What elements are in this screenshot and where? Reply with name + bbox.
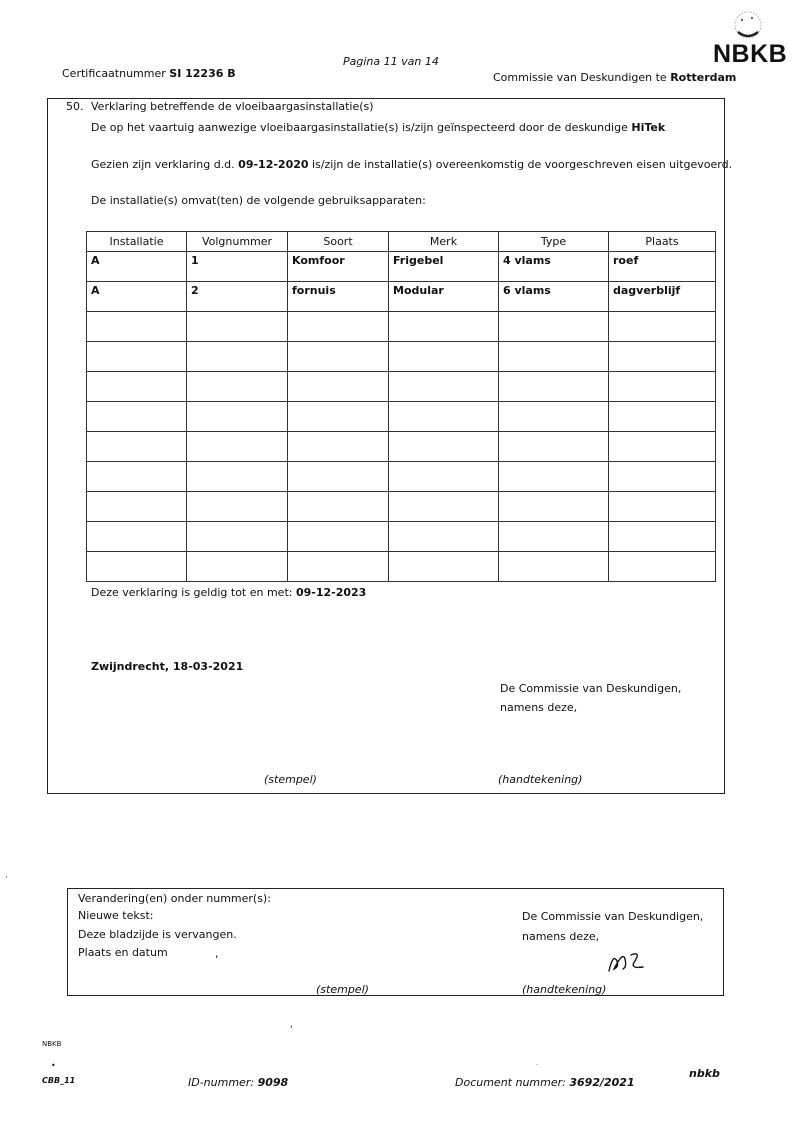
cell-empty	[288, 462, 389, 492]
table-row-empty	[87, 342, 716, 372]
cell-empty	[187, 342, 288, 372]
header-volgnummer: Volgnummer	[187, 232, 288, 252]
cell-empty	[87, 402, 187, 432]
cell-empty	[609, 372, 716, 402]
header-merk: Merk	[389, 232, 499, 252]
cell-empty	[187, 432, 288, 462]
cell-plaats: dagverblijf	[609, 282, 716, 312]
cell-soort: Komfoor	[288, 252, 389, 282]
cell-empty	[87, 552, 187, 582]
cell-empty	[609, 462, 716, 492]
table-row-empty	[87, 432, 716, 462]
cell-empty	[389, 522, 499, 552]
cell-empty	[87, 432, 187, 462]
cell-empty	[87, 492, 187, 522]
cell-empty	[288, 372, 389, 402]
cell-empty	[187, 522, 288, 552]
cell-empty	[609, 492, 716, 522]
cell-empty	[389, 402, 499, 432]
table-row-empty	[87, 462, 716, 492]
cell-empty	[389, 372, 499, 402]
changes-on-behalf-label: namens deze,	[522, 930, 600, 943]
cell-empty	[499, 462, 609, 492]
cell-empty	[609, 342, 716, 372]
cell-empty	[87, 372, 187, 402]
cell-empty	[389, 552, 499, 582]
cell-empty	[609, 432, 716, 462]
cell-empty	[499, 432, 609, 462]
cell-empty	[499, 372, 609, 402]
cell-empty	[288, 432, 389, 462]
cell-volgnummer: 2	[187, 282, 288, 312]
certificate-number: Certificaatnummer SI 12236 B	[62, 67, 236, 80]
footer-nbkb-small: NBKB	[42, 1040, 62, 1048]
cell-empty	[288, 522, 389, 552]
footer-id-value: 9098	[257, 1076, 289, 1089]
appliances-table	[86, 231, 716, 582]
place-and-date: Zwijndrecht, 18-03-2021	[91, 660, 244, 673]
commission-signoff: De Commissie van Deskundigen,	[500, 682, 682, 695]
table-row	[87, 252, 716, 282]
cell-empty	[389, 432, 499, 462]
inspector-name: HiTek	[631, 121, 666, 134]
changes-numbers-label: Verandering(en) onder nummer(s):	[78, 892, 271, 905]
header-plaats: Plaats	[609, 232, 716, 252]
footer-id-number: ID-nummer: 9098	[188, 1076, 289, 1089]
cell-empty	[187, 462, 288, 492]
cell-empty	[187, 492, 288, 522]
cell-empty	[288, 312, 389, 342]
section-title: Verklaring betreffende de vloeibaargasinstallatie(s)	[91, 100, 374, 113]
table-row-empty	[87, 372, 716, 402]
certificate-number-value: SI 12236 B	[169, 67, 236, 80]
table-row-empty	[87, 312, 716, 342]
new-text-label: Nieuwe tekst:	[78, 909, 154, 922]
cell-type: 4 vlams	[499, 252, 609, 282]
changes-signature-label: (handtekening)	[522, 983, 607, 996]
cell-volgnummer: 1	[187, 252, 288, 282]
declaration-statement: Gezien zijn verklaring d.d. 09-12-2020 is/zijn de installatie(s) overeenkomstig de voorgeschreven eisen uitgevoerd.	[91, 158, 733, 171]
cell-empty	[499, 552, 609, 582]
cell-merk: Modular	[389, 282, 499, 312]
footer-nbkb: nbkb	[689, 1067, 720, 1080]
nbkb-logo-emblem-icon	[728, 8, 768, 44]
cell-installatie: A	[87, 282, 187, 312]
stamp-label: (stempel)	[264, 773, 317, 786]
commission-header: Commissie van Deskundigen te Rotterdam	[493, 71, 737, 84]
signature-label: (handtekening)	[498, 773, 583, 786]
table-row-empty	[87, 522, 716, 552]
cell-empty	[87, 312, 187, 342]
cell-empty	[389, 342, 499, 372]
page-replaced-label: Deze bladzijde is vervangen.	[78, 928, 237, 941]
validity-statement: Deze verklaring is geldig tot en met: 09-12-2023	[91, 586, 367, 599]
table-header-row	[87, 232, 716, 252]
table-row-empty	[87, 552, 716, 582]
table-row-empty	[87, 402, 716, 432]
cell-empty	[87, 522, 187, 552]
cell-empty	[609, 552, 716, 582]
cell-empty	[187, 552, 288, 582]
cell-empty	[499, 402, 609, 432]
stray-mark: '	[290, 1025, 293, 1035]
cell-empty	[499, 522, 609, 552]
table-row	[87, 282, 716, 312]
changes-commission-signoff: De Commissie van Deskundigen,	[522, 910, 704, 923]
cell-empty	[288, 492, 389, 522]
header-installatie: Installatie	[87, 232, 187, 252]
cell-soort: fornuis	[288, 282, 389, 312]
cell-empty	[187, 372, 288, 402]
inspection-statement: De op het vaartuig aanwezige vloeibaargasinstallatie(s) is/zijn geïnspecteerd door de deskundige HiTek	[91, 121, 666, 134]
stray-dot: ·	[536, 1062, 538, 1069]
cell-plaats: roef	[609, 252, 716, 282]
validity-date: 09-12-2023	[295, 586, 367, 599]
cell-empty	[609, 312, 716, 342]
cell-empty	[288, 552, 389, 582]
devices-intro: De installatie(s) omvat(ten) de volgende gebruiksapparaten:	[91, 194, 426, 207]
cell-empty	[187, 312, 288, 342]
footer-dots-icon: •	[51, 1061, 56, 1070]
cell-empty	[87, 342, 187, 372]
cell-installatie: A	[87, 252, 187, 282]
cell-empty	[87, 462, 187, 492]
place-date-separator: ,	[215, 947, 219, 960]
cell-empty	[609, 402, 716, 432]
cell-empty	[187, 402, 288, 432]
header-type: Type	[499, 232, 609, 252]
cell-empty	[499, 342, 609, 372]
cell-empty	[499, 312, 609, 342]
margin-mark: ·	[5, 873, 8, 883]
footer-document-number: Document nummer: 3692/2021	[455, 1076, 635, 1089]
changes-stamp-label: (stempel)	[316, 983, 369, 996]
cell-type: 6 vlams	[499, 282, 609, 312]
cell-empty	[389, 492, 499, 522]
page-number: Pagina 11 van 14	[343, 55, 439, 68]
header-soort: Soort	[288, 232, 389, 252]
on-behalf-label: namens deze,	[500, 701, 578, 714]
section-number: 50.	[66, 100, 84, 113]
cell-merk: Frigebel	[389, 252, 499, 282]
footer-form-code: CBB_11	[42, 1076, 76, 1085]
cell-empty	[609, 522, 716, 552]
declaration-date: 09-12-2020	[238, 158, 309, 171]
commission-city: Rotterdam	[670, 71, 737, 84]
handwritten-signature-icon	[605, 947, 650, 977]
nbkb-logo: NBKB	[713, 40, 788, 68]
cell-empty	[389, 462, 499, 492]
cell-empty	[499, 492, 609, 522]
table-row-empty	[87, 492, 716, 522]
footer-document-value: 3692/2021	[569, 1076, 635, 1089]
cell-empty	[288, 402, 389, 432]
cell-empty	[389, 312, 499, 342]
cell-empty	[288, 342, 389, 372]
place-date-label: Plaats en datum	[78, 946, 168, 959]
